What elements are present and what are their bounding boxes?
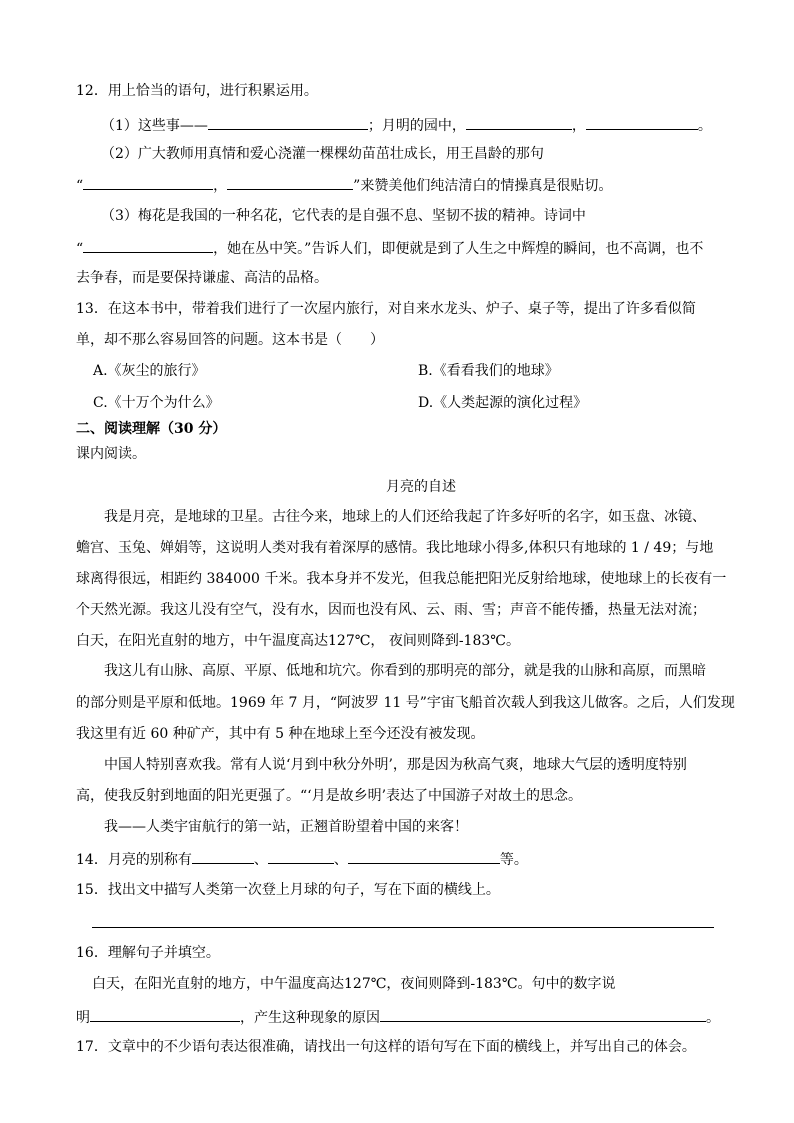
article-line: 球离得很远，相距约 384000 千米。我本身并不发光，但我总能把阳光反射给地球，使地球上的长夜有一: [76, 571, 727, 587]
answer-blank[interactable]: [83, 237, 213, 253]
part-text: ；月明的园中，: [367, 118, 466, 134]
question-12-stem: [76, 81, 318, 101]
question-text: 单，却不那么容易回答的问题。这本书是（ ）: [76, 332, 384, 348]
question-number: 14．: [76, 852, 108, 868]
part-text: “: [76, 241, 84, 257]
question-12-part-2-line-2: [76, 174, 612, 194]
article-line: 我这儿有山脉、高原、平原、低地和坑穴。你看到的那明亮的部分，就是我的山脉和高原，而黑暗: [104, 663, 706, 679]
part-text: （1）这些事——: [101, 118, 208, 134]
article-title: 月亮的自述: [386, 479, 456, 495]
question-12-part-2-line-1: [101, 144, 544, 164]
article-line: 个天然光源。我这儿没有空气，没有水，因而也没有风、云、雨、雪；声音不能传播，热量无法对流；: [76, 602, 706, 618]
answer-blank[interactable]: [466, 114, 572, 130]
question-number: 17．: [76, 1039, 108, 1055]
question-17: [76, 1037, 696, 1057]
part-text: ，: [213, 178, 228, 194]
option-c[interactable]: C.《十万个为什么》: [93, 395, 220, 411]
answer-blank[interactable]: [586, 114, 698, 130]
question-12-part-3-line-1: [101, 206, 586, 226]
part-text: （2）广大教师用真情和爱心浇灌一棵棵幼苗茁壮成长，用王昌龄的那句: [101, 146, 544, 162]
article-line: 高，使我反射到地面的阳光更强了。“‘月是故乡明’表达了中国游子对故土的思念。: [76, 788, 583, 804]
part-text: ，: [571, 118, 586, 134]
part-text: ”来赞美他们纯洁清白的情操真是很贴切。: [353, 178, 613, 194]
answer-blank[interactable]: [268, 848, 334, 864]
part-text: 去争春，而是要保持谦虚、高洁的品格。: [76, 270, 328, 286]
question-text: 理解句子并填空。: [107, 945, 220, 961]
question-number: 15．: [76, 882, 108, 898]
question-15: [76, 880, 500, 900]
article-line: 我这里有近 60 种矿产，其中有 5 种在地球上至今还没有被发现。: [76, 726, 485, 742]
answer-blank[interactable]: [348, 848, 500, 864]
article-line: 我是月亮，是地球的卫星。古往今来，地球上的人们还给我起了许多好听的名字，如玉盘、冰镜、: [104, 509, 706, 525]
question-16-fill: [76, 1006, 720, 1026]
answer-blank[interactable]: [380, 1006, 706, 1022]
answer-blank[interactable]: [192, 848, 254, 864]
question-number: 13．: [76, 301, 108, 317]
question-text: 、: [333, 852, 348, 868]
article-line: 白天，在阳光直射的地方，中午温度高达127℃， 夜间则降到-183℃。: [76, 633, 520, 649]
part-text: 。: [697, 118, 712, 134]
question-number: 16．: [76, 945, 108, 961]
question-13-stem-line-2: [76, 330, 384, 350]
question-14: [76, 848, 528, 868]
question-text: ，产生这种现象的原因: [240, 1010, 380, 1026]
question-text: 文章中的不少语句表达很准确，请找出一句这样的语句写在下面的横线上，并写出自己的体会。: [107, 1039, 696, 1055]
answer-blank[interactable]: [227, 174, 353, 190]
answer-blank[interactable]: [208, 114, 368, 130]
part-text: ，她在丛中笑。”告诉人们，即便就是到了人生之中辉煌的瞬间，也不高调，也不: [213, 241, 704, 257]
article-line: 中国人特别喜欢我。常有人说‘月到中秋分外明’，那是因为秋高气爽，地球大气层的透明度特别: [104, 757, 687, 773]
option-d[interactable]: D.《人类起源的演化过程》: [418, 395, 588, 411]
part-text: “: [76, 178, 84, 194]
question-12-part-3-line-3: [76, 268, 328, 288]
question-number: 12．: [76, 83, 108, 99]
question-text: 明: [76, 1010, 90, 1026]
section-2-subheading: 课内阅读。: [76, 446, 146, 462]
answer-blank[interactable]: [90, 1006, 240, 1022]
question-12-part-1: [101, 114, 712, 134]
question-text: 找出文中描写人类第一次登上月球的句子，写在下面的横线上。: [107, 882, 500, 898]
option-b[interactable]: B.《看看我们的地球》: [418, 363, 559, 379]
section-2-heading: 二、阅读理解（30 分）: [76, 421, 227, 437]
question-text: 用上恰当的语句，进行积累运用。: [107, 83, 318, 99]
question-text: 、: [253, 852, 268, 868]
question-12-part-3-line-2: [76, 237, 703, 257]
article-line: 的部分则是平原和低地。1969 年 7 月，“阿波罗 11 号”宇宙飞船首次载人到我这儿做客。之后，人们发现: [76, 695, 735, 711]
question-16-stem: [76, 943, 220, 963]
question-text: 等。: [499, 852, 528, 868]
question-13-stem-line-1: [76, 299, 696, 319]
question-16-sentence: 白天，在阳光直射的地方，中午温度高达127℃，夜间则降到-183℃。句中的数字说: [92, 976, 616, 992]
article-line: 我——人类宇宙航行的第一站，正翘首盼望着中国的来客！: [104, 819, 468, 835]
answer-blank[interactable]: [83, 174, 213, 190]
question-text: 。: [706, 1010, 720, 1026]
question-text: 月亮的别称有: [107, 852, 192, 868]
answer-line[interactable]: [92, 927, 714, 928]
option-a[interactable]: A.《灰尘的旅行》: [93, 363, 206, 379]
question-text: 在这本书中，带着我们进行了一次屋内旅行，对自来水龙头、炉子、桌子等，提出了许多看似简: [107, 301, 696, 317]
part-text: （3）梅花是我国的一种名花，它代表的是自强不息、坚韧不拔的精神。诗词中: [101, 208, 586, 224]
article-line: 蟾宫、玉兔、婵娟等，这说明人类对我有着深厚的感情。我比地球小得多,体积只有地球的 1 / 49；与地: [76, 540, 714, 556]
